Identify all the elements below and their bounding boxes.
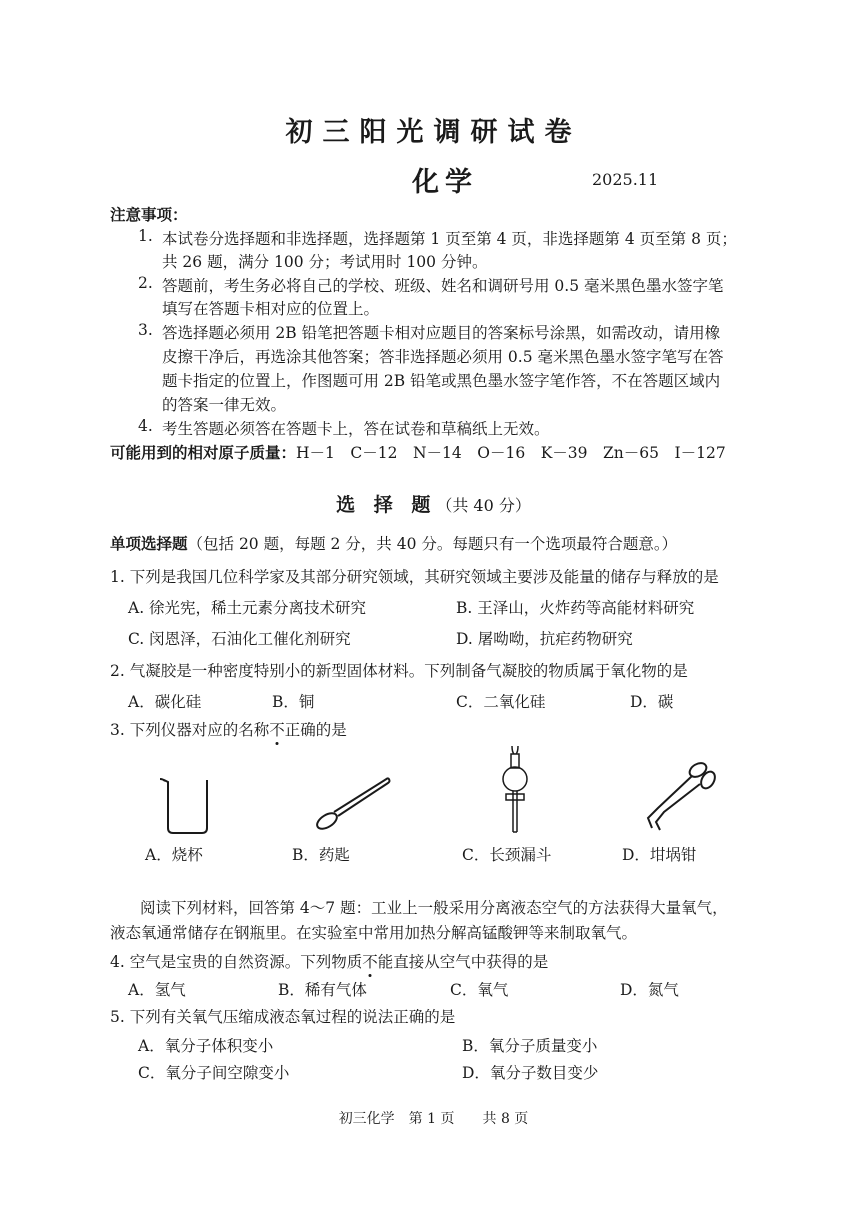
q4-option-c: C．氧气 [450,981,509,999]
q3-stem-emphasis: 不 [269,721,285,739]
section-points: （共 40 分） [436,496,531,515]
atomic-mass-label: 可能用到的相对原子质量： [110,443,297,462]
atomic-mass-line [110,441,726,463]
note-3-line-3: 题卡指定的位置上，作图题可用 2B 铅笔或黑色墨水签字笔作答，不在答题区域内 [162,372,721,390]
page-footer: 初三化学 第 1 页 共 8 页 [338,1111,529,1127]
q3-stem [110,718,347,740]
beaker-figure [150,770,220,840]
q5-option-a: A．氧分子体积变小 [138,1037,274,1055]
q5-option-b: B．氧分子质量变小 [462,1037,598,1055]
passage-line-2: 液态氧通常储存在钢瓶里。在实验室中常用加热分解高锰酸钾等来制取氧气。 [110,924,638,942]
note-4-num: 4. [138,417,153,435]
subject-title: 化学 [412,167,478,198]
q1-option-a: A. 徐光宪，稀土元素分离技术研究 [128,599,367,617]
q5-option-d: D．氧分子数目变少 [462,1064,599,1082]
note-2-num: 2. [138,274,153,292]
q3-stem-after: 正确的是 [284,721,347,739]
exam-date: 2025.11 [592,170,659,189]
note-1-line-2: 共 26 题，满分 100 分；考试用时 100 分钟。 [162,253,488,271]
section-title: 选 择 题 [336,494,437,516]
q2-stem: 2. 气凝胶是一种密度特别小的新型固体材料。下列制备气凝胶的物质属于氧化物的是 [110,662,688,680]
q4-stem-before: 4. 空气是宝贵的自然资源。下列物质 [110,953,363,971]
q2-option-c: C．二氧化硅 [456,693,546,711]
q3-option-b: B．药匙 [292,846,350,864]
note-3-line-1: 答选择题必须用 2B 铅笔把答题卡相对应题目的答案标号涂黑，如需改动，请用橡 [162,324,721,342]
note-2-line-2: 填写在答题卡相对应的位置上。 [162,300,380,318]
passage-line-1: 阅读下列材料，回答第 4～7 题：工业上一般采用分离液态空气的方法获得大量氧气， [140,899,728,917]
note-1-line-1: 本试卷分选择题和非选择题，选择题第 1 页至第 4 页，非选择题第 4 页至第 8 页； [162,230,737,248]
notes-label: 注意事项： [110,205,188,224]
note-3-line-4: 的答案一律无效。 [162,396,287,414]
note-3-num: 3. [138,321,153,339]
long-neck-funnel-figure [490,742,540,842]
note-4-line-1: 考生答题必须答在答题卡上，答在试卷和草稿纸上无效。 [162,420,550,438]
q5-stem: 5. 下列有关氧气压缩成液态氧过程的说法正确的是 [110,1008,456,1026]
spoon-figure [300,770,400,840]
q4-stem-emphasis: 不 [362,953,378,971]
note-2-line-1: 答题前，考生务必将自己的学校、班级、姓名和调研号用 0.5 毫米黑色墨水签字笔 [162,277,724,295]
note-1-num: 1. [138,227,153,245]
exam-title: 初三阳光调研试卷 [285,117,582,148]
q1-option-b: B. 王泽山，火炸药等高能材料研究 [456,599,695,617]
q4-option-d: D．氮气 [620,981,679,999]
q3-option-a: A．烧杯 [145,846,203,864]
crucible-tongs-figure [640,756,720,836]
section-heading [0,490,867,517]
atomic-mass-values: H－1 C－12 N－14 O－16 K－39 Zn－65 I－127 [296,444,726,462]
q1-option-d: D. 屠呦呦，抗疟药物研究 [456,630,633,648]
q1-stem: 1. 下列是我国几位科学家及其部分研究领域，其研究领域主要涉及能量的储存与释放的是 [110,568,719,586]
q3-option-d: D．坩埚钳 [622,846,697,864]
q2-option-a: A．碳化硅 [128,693,202,711]
q4-option-a: A．氢气 [128,981,186,999]
q2-option-b: B．铜 [272,693,315,711]
q5-option-c: C．氧分子间空隙变小 [138,1064,290,1082]
q4-stem [110,950,548,972]
note-3-line-2: 皮擦干净后，再选涂其他答案；答非选择题必须用 0.5 毫米黑色墨水签字笔写在答 [162,348,724,366]
instruction-line: 单项选择题（包括 20 题，每题 2 分，共 40 分。每题只有一个选项最符合题意。） [110,534,678,553]
q1-option-c: C. 闵恩泽，石油化工催化剂研究 [128,630,351,648]
q3-stem-before: 3. 下列仪器对应的名称 [110,721,270,739]
q2-option-d: D．碳 [630,693,674,711]
q3-option-c: C．长颈漏斗 [462,846,552,864]
q4-option-b: B．稀有气体 [278,981,367,999]
instruction-rest: （包括 20 题，每题 2 分，共 40 分。每题只有一个选项最符合题意。） [187,535,678,553]
q4-stem-after: 能直接从空气中获得的是 [377,953,549,971]
